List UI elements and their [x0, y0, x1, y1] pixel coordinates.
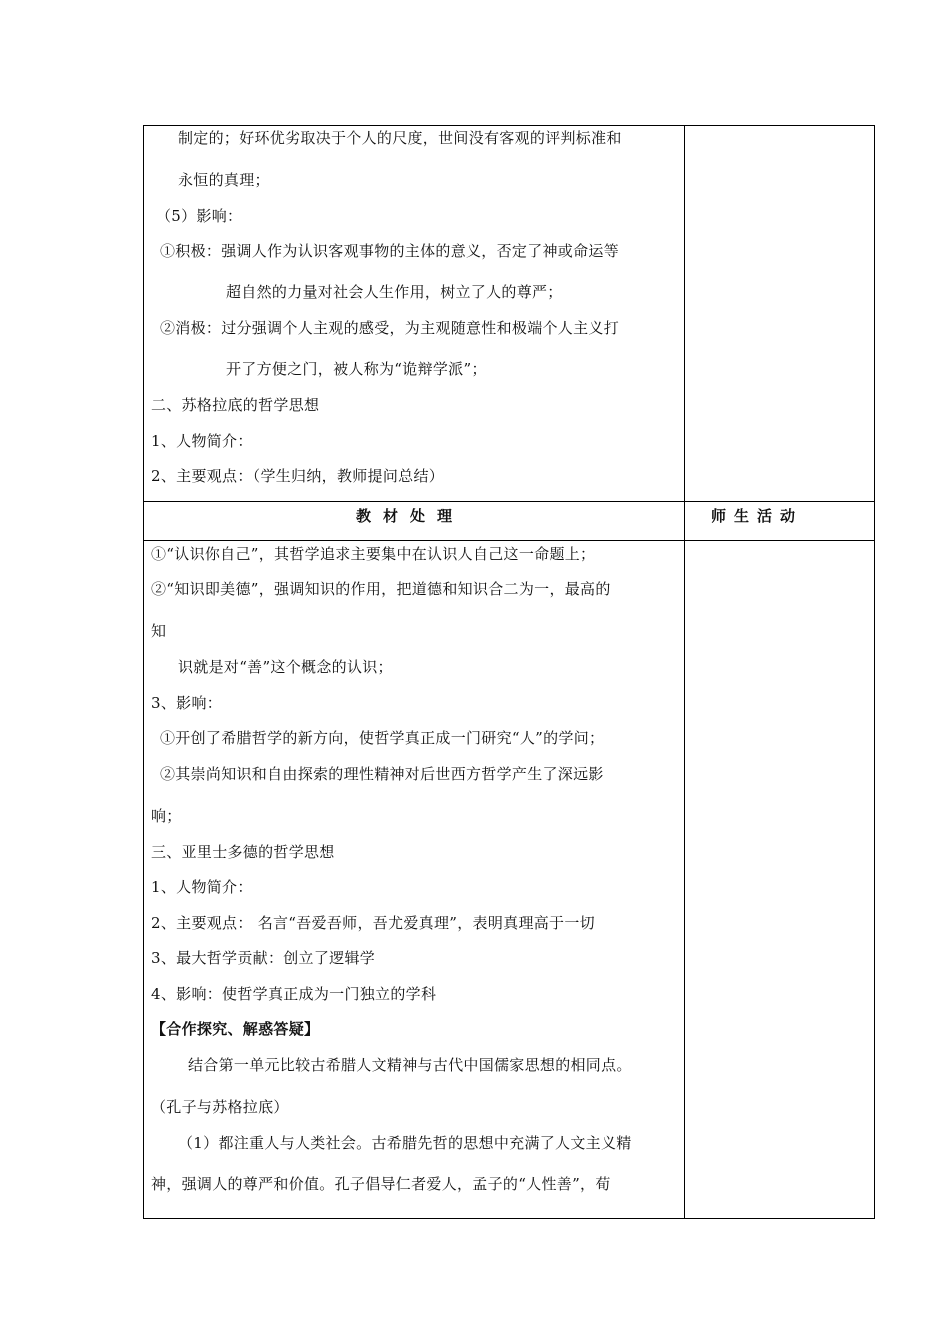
- row-divider-header: [143, 540, 875, 541]
- text-line: ②其崇尚知识和自由探索的理性精神对后世西方哲学产生了深远影: [160, 765, 604, 783]
- text-line: 超自然的力量对社会人生作用，树立了人的尊严；: [226, 283, 563, 301]
- text-line: 2、主要观点：（学生归纳，教师提问总结）: [151, 467, 445, 485]
- text-line: 知: [151, 622, 167, 640]
- text-line: ①“认识你自己”，其哲学追求主要集中在认识人自己这一命题上；: [151, 545, 596, 563]
- text-line: 结合第一单元比较古希腊人文精神与古代中国儒家思想的相同点。: [188, 1056, 632, 1074]
- text-line: 永恒的真理；: [178, 171, 270, 189]
- text-line: 4、影响：使哲学真正成为一门独立的学科: [151, 985, 437, 1003]
- text-line: ②消极：过分强调个人主观的感受，为主观随意性和极端个人主义打: [160, 319, 620, 337]
- text-line: 识就是对“善”这个概念的认识；: [178, 658, 393, 676]
- text-line: 开了方便之门，被人称为“诡辩学派”；: [226, 360, 487, 378]
- text-line: （1）都注重人与人类社会。古希腊先哲的思想中充满了人文主义精: [178, 1134, 632, 1152]
- text-line: ①开创了希腊哲学的新方向，使哲学真正成一门研究“人”的学问；: [160, 729, 605, 747]
- text-line: 1、人物简介：: [151, 878, 253, 896]
- text-line: 2、主要观点： 名言“吾爱吾师，吾尤爱真理”，表明真理高于一切: [151, 914, 595, 932]
- text-line: 神，强调人的尊严和价值。孔子倡导仁者爱人，孟子的“人性善”，荀: [151, 1175, 611, 1193]
- text-line: 1、人物简介：: [151, 432, 253, 450]
- header-materials: 教材处理: [356, 507, 465, 525]
- text-line: 制定的；好环优劣取决于个人的尺度，世间没有客观的评判标准和: [178, 129, 622, 147]
- row-divider-top: [143, 501, 875, 502]
- text-line: 三、亚里士多德的哲学思想: [151, 843, 335, 861]
- text-line: （孔子与苏格拉底）: [151, 1098, 289, 1116]
- column-divider: [684, 125, 685, 1219]
- text-line: ②“知识即美德”，强调知识的作用，把道德和知识合二为一，最高的: [151, 580, 611, 598]
- text-line: 响；: [151, 807, 182, 825]
- text-line: 二、苏格拉底的哲学思想: [151, 396, 320, 414]
- header-activities: 师生活动: [711, 507, 804, 525]
- text-line: （5）影响：: [156, 207, 243, 225]
- text-line: 3、最大哲学贡献：创立了逻辑学: [151, 949, 376, 967]
- text-line: 3、影响：: [151, 694, 223, 712]
- section-heading: 【合作探究、解惑答疑】: [151, 1020, 320, 1038]
- text-line: ①积极：强调人作为认识客观事物的主体的意义，否定了神或命运等: [160, 242, 620, 260]
